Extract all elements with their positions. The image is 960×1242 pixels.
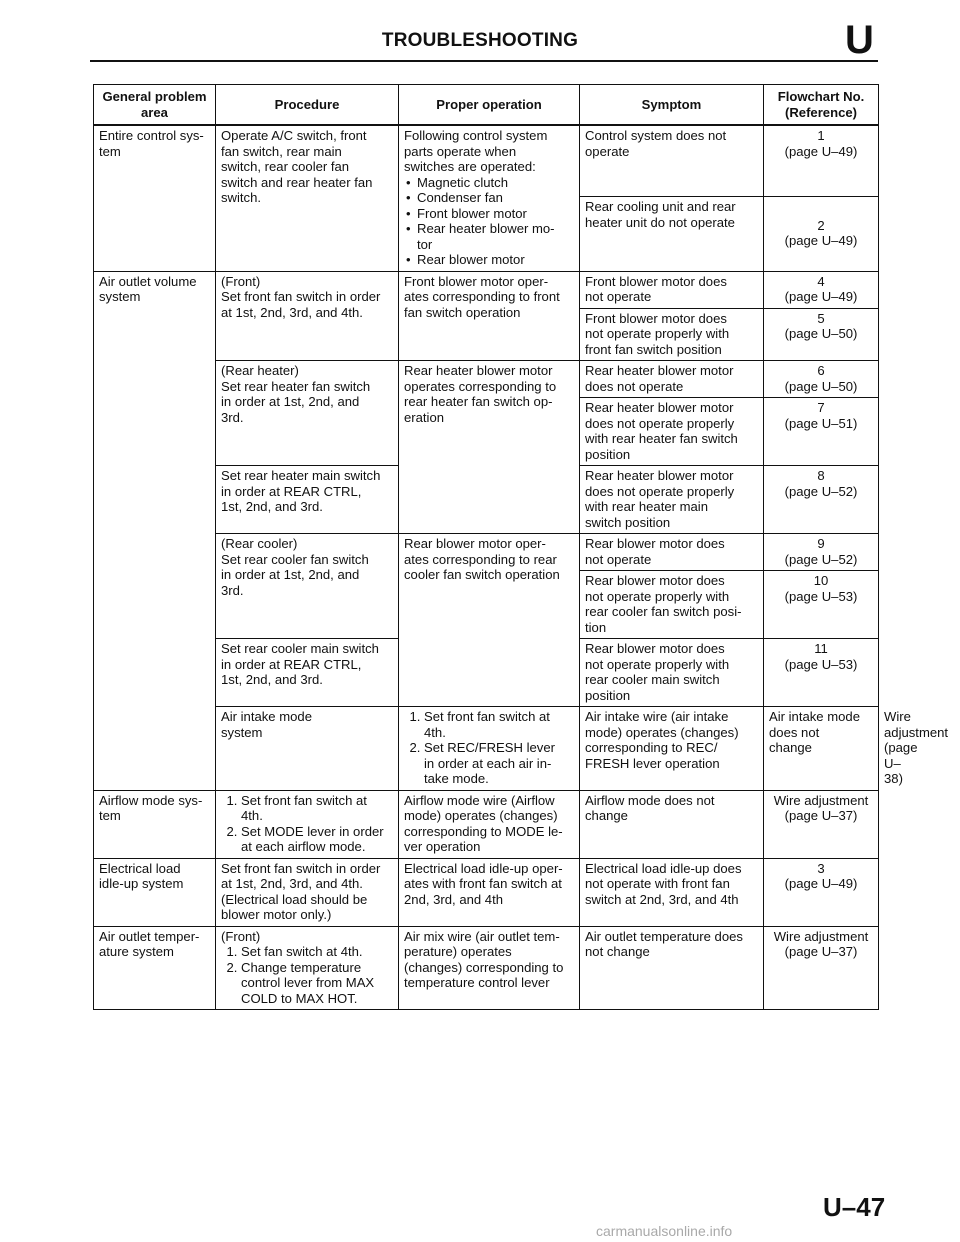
page-title: TROUBLESHOOTING: [381, 30, 579, 51]
operation-cell: Rear heater blower motor operates corresponding to rear heater fan switch op- eration: [399, 361, 580, 534]
operation-cell: Airflow mode wire (Airflow mode) operates (changes) corresponding to MODE le- ver operation: [399, 790, 580, 858]
flowchart-ref-cell: 4 (page U–49): [764, 271, 879, 308]
flowchart-ref-cell: 6 (page U–50): [764, 361, 879, 398]
operation-cell: Front blower motor oper- ates corresponding to front fan switch operation: [399, 271, 580, 361]
bullet-list: [404, 175, 574, 268]
steps-list: [221, 944, 393, 1006]
procedure-cell: (Front) Set front fan switch in order at 1st, 2nd, 3rd, and 4th.: [216, 271, 399, 361]
bullet-item: • Front blower motor: [417, 206, 574, 222]
area-cell: Electrical load idle-up system: [94, 858, 216, 926]
bullet-item: • Rear heater blower mo- tor: [417, 221, 574, 252]
table-row: [94, 926, 879, 1010]
table-row: [94, 858, 879, 926]
symptom-cell: Rear heater blower motor does not operate properly with rear heater main switch position: [580, 466, 764, 534]
operation-cell: Air mix wire (air outlet tem- perature) operates (changes) corresponding to temperature control lever: [399, 926, 580, 1010]
symptom-cell: Rear heater blower motor does not operate: [580, 361, 764, 398]
symptom-cell: Rear blower motor does not operate properly with rear cooler fan switch posi- tion: [580, 571, 764, 639]
symptom-cell: Control system does not operate: [580, 125, 764, 197]
procedure-cell: Set front fan switch in order at 1st, 2nd, 3rd, and 4th. (Electrical load should be blower motor only.): [216, 858, 399, 926]
procedure-cell: Set rear cooler main switch in order at REAR CTRL, 1st, 2nd, and 3rd.: [216, 639, 399, 707]
table-header-row: [94, 85, 879, 126]
flowchart-ref-cell: Wire adjustment (page U–37): [764, 926, 879, 1010]
flowchart-ref-cell: 8 (page U–52): [764, 466, 879, 534]
procedure-cell: [216, 926, 399, 1010]
flowchart-ref-cell: 11 (page U–53): [764, 639, 879, 707]
table-row: [94, 125, 879, 197]
header-flowchart-no: Flowchart No. (Reference): [764, 85, 879, 126]
operation-cell: Air intake wire (air intake mode) operates (changes) corresponding to REC/ FRESH lever operation: [580, 707, 764, 791]
symptom-cell: Front blower motor does not operate: [580, 271, 764, 308]
step-item: 2. Set REC/FRESH lever in order at each air in- take mode.: [424, 740, 574, 787]
step-item: 1. Set fan switch at 4th.: [241, 944, 393, 960]
flowchart-ref-cell: 3 (page U–49): [764, 858, 879, 926]
symptom-cell: Front blower motor does not operate properly with front fan switch position: [580, 308, 764, 361]
area-cell: Entire control sys- tem: [94, 125, 216, 271]
procedure-cell: Set rear heater main switch in order at REAR CTRL, 1st, 2nd, and 3rd.: [216, 466, 399, 534]
table-row: [94, 271, 879, 308]
operation-intro: Following control system parts operate when switches are operated:: [404, 128, 548, 174]
section-letter: U: [845, 18, 874, 62]
flowchart-ref-cell: 9 (page U–52): [764, 534, 879, 571]
header-procedure: Procedure: [216, 85, 399, 126]
flowchart-ref-cell: 7 (page U–51): [764, 398, 879, 466]
flowchart-ref-cell: 1 (page U–49): [764, 125, 879, 197]
bullet-item: • Condenser fan: [417, 190, 574, 206]
procedure-cell: [399, 707, 580, 791]
header-proper-operation: Proper operation: [399, 85, 580, 126]
procedure-cell: [216, 790, 399, 858]
bullet-item: • Magnetic clutch: [417, 175, 574, 191]
symptom-cell: Air outlet temperature does not change: [580, 926, 764, 1010]
watermark: carmanualsonline.info: [596, 1223, 733, 1239]
flowchart-ref-cell: Wire adjustment (page U–37): [764, 790, 879, 858]
symptom-cell: Rear heater blower motor does not operate properly with rear heater fan switch position: [580, 398, 764, 466]
symptom-cell: Airflow mode does not change: [580, 790, 764, 858]
symptom-cell: Rear cooling unit and rear heater unit do not operate: [580, 197, 764, 271]
area-cell: Airflow mode sys- tem: [94, 790, 216, 858]
symptom-cell: Rear blower motor does not operate: [580, 534, 764, 571]
symptom-cell: Rear blower motor does not operate properly with rear cooler main switch position: [580, 639, 764, 707]
step-item: 2. Change temperature control lever from MAX COLD to MAX HOT.: [241, 960, 393, 1007]
operation-cell: Electrical load idle-up oper- ates with front fan switch at 2nd, 3rd, and 4th: [399, 858, 580, 926]
steps-list: [404, 709, 574, 787]
symptom-cell: Air intake mode does not change: [764, 707, 879, 791]
flowchart-ref-cell: 5 (page U–50): [764, 308, 879, 361]
steps-list: [221, 793, 393, 855]
step-item: 1. Set front fan switch at 4th.: [424, 709, 574, 740]
procedure-intro: (Front): [221, 928, 261, 944]
procedure-cell: (Rear heater) Set rear heater fan switch in order at 1st, 2nd, and 3rd.: [216, 361, 399, 466]
symptom-cell: Electrical load idle-up does not operate with front fan switch at 2nd, 3rd, and 4th: [580, 858, 764, 926]
table-row: [94, 790, 879, 858]
header-symptom: Symptom: [580, 85, 764, 126]
bullet-item: • Rear blower motor: [417, 252, 574, 268]
page-number: U–47: [823, 1192, 886, 1222]
flowchart-ref-cell: 10 (page U–53): [764, 571, 879, 639]
troubleshooting-table: [93, 84, 949, 1010]
step-item: 1. Set front fan switch at 4th.: [241, 793, 393, 824]
title-rule: [90, 60, 878, 62]
operation-cell: [399, 125, 580, 271]
procedure-cell: (Rear cooler) Set rear cooler fan switch in order at 1st, 2nd, and 3rd.: [216, 534, 399, 639]
area-cell: Air intake mode system: [216, 707, 399, 791]
area-cell: Air outlet volume system: [94, 271, 216, 790]
step-item: 2. Set MODE lever in order at each airflow mode.: [241, 824, 393, 855]
operation-cell: Rear blower motor oper- ates corresponding to rear cooler fan switch operation: [399, 534, 580, 707]
area-cell: Air outlet temper- ature system: [94, 926, 216, 1010]
header-general-problem-area: General problem area: [94, 85, 216, 126]
procedure-cell: Operate A/C switch, front fan switch, rear main switch, rear cooler fan switch and rear heater fan switch.: [216, 125, 399, 271]
flowchart-ref-cell: 2 (page U–49): [764, 197, 879, 271]
table-row: Air intake mode system 1. Set front fan switch at 4th. 2. Set REC/FRESH lever in order at each air in- take mode. Air intake wire (air intake mode) operates (changes) corresponding to REC/ FRESH lever operation Air intake mode does not change Wire adjustment (page U–38): [94, 707, 879, 791]
